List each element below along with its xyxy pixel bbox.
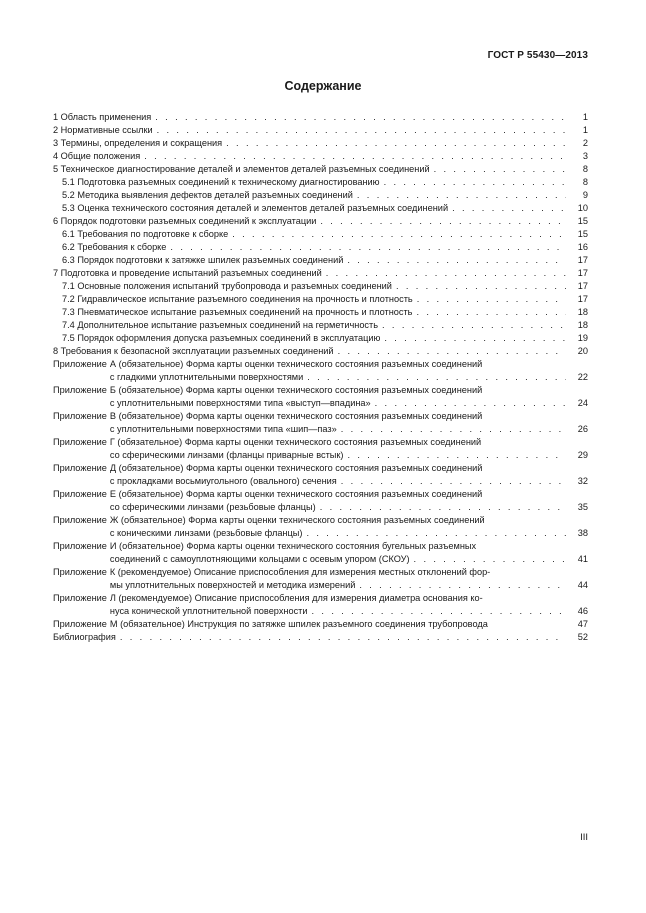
toc-bibliography[interactable] xyxy=(53,631,588,644)
toc-entry-title: 8 Требования к безопасной эксплуатации разъемных соединений xyxy=(53,346,334,356)
toc-subsection[interactable] xyxy=(53,254,588,267)
appendix-title-continuation[interactable] xyxy=(110,605,588,618)
dot-leader xyxy=(341,423,566,436)
appendix-title-continuation[interactable] xyxy=(110,553,588,566)
toc-subsection[interactable] xyxy=(53,241,588,254)
dot-leader xyxy=(320,501,566,514)
toc-entry-page: 17 xyxy=(577,255,588,265)
toc-entry-page: 44 xyxy=(577,580,588,590)
toc-entry-title: 7.5 Порядок оформления допуска разъемных соединений в эксплуатацию xyxy=(62,333,381,343)
toc-entry-title: 5.3 Оценка технического состояния деталей и элементов деталей разъемных соединений xyxy=(62,203,449,213)
toc-section[interactable] xyxy=(53,124,588,137)
appendix-title-continuation[interactable] xyxy=(110,397,588,410)
toc-appendix[interactable] xyxy=(53,514,588,540)
document-header: ГОСТ Р 55430—2013 xyxy=(487,50,588,61)
appendix-title-line: Л (рекомендуемое) Описание приспособления для измерения диаметра основания ко- xyxy=(109,593,483,603)
toc-entry-page: 26 xyxy=(577,424,588,434)
toc-entry-title: со сферическими линзами (резьбовые фланцы) xyxy=(109,502,316,512)
table-of-contents xyxy=(53,111,588,644)
dot-leader xyxy=(306,527,566,540)
toc-entry-page: 8 xyxy=(582,164,588,174)
toc-entry-page: 20 xyxy=(577,346,588,356)
toc-entry-title: со сферическими линзами (фланцы приварные встык) xyxy=(109,450,344,460)
dot-leader xyxy=(382,319,566,332)
toc-entry-page: 47 xyxy=(577,619,588,629)
toc-appendix[interactable] xyxy=(53,566,588,592)
toc-section[interactable] xyxy=(53,150,588,163)
toc-entry-title: 5 Техническое диагностирование деталей и элементов деталей разъемных соединений xyxy=(53,164,430,174)
toc-entry-page: 1 xyxy=(582,112,588,122)
dot-leader xyxy=(144,150,566,163)
toc-appendix[interactable] xyxy=(53,592,588,618)
appendix-label: Приложение xyxy=(53,567,107,577)
dot-leader xyxy=(452,202,566,215)
toc-entry-title: с прокладками восьмиугольного (овального) сечения xyxy=(109,476,337,486)
toc-appendix[interactable] xyxy=(53,488,588,514)
toc-entry-title: с уплотнительными поверхностями типа «шип—паз» xyxy=(109,424,337,434)
toc-entry-page: 46 xyxy=(577,606,588,616)
toc-appendix[interactable] xyxy=(53,618,588,631)
appendix-title-line: И (обязательное) Форма карты оценки технического состояния бугельных разъемных xyxy=(109,541,477,551)
appendix-title-continuation[interactable] xyxy=(110,475,588,488)
toc-appendix[interactable] xyxy=(53,462,588,488)
toc-entry-page: 35 xyxy=(577,502,588,512)
toc-entry-title: соединений с самоуплотняющими кольцами с осевым упором (СКОУ) xyxy=(109,554,410,564)
toc-entry-page: 17 xyxy=(577,294,588,304)
appendix-label: Приложение xyxy=(53,359,107,369)
toc-entry-title: 6.2 Требования к сборке xyxy=(62,242,167,252)
toc-entry-page: 8 xyxy=(582,177,588,187)
toc-entry-page: 18 xyxy=(577,307,588,317)
appendix-label: Приложение xyxy=(53,515,107,525)
toc-entry-title: мы уплотнительных поверхностей и методика измерений xyxy=(109,580,356,590)
toc-entry-title: 3 Термины, определения и сокращения xyxy=(53,138,223,148)
dot-leader xyxy=(396,280,566,293)
toc-section[interactable] xyxy=(53,215,588,228)
toc-entry-title: 1 Область применения xyxy=(53,112,152,122)
appendix-label: Приложение xyxy=(53,385,107,395)
toc-appendix[interactable] xyxy=(53,384,588,410)
toc-subsection[interactable] xyxy=(53,306,588,319)
toc-entry-page: 17 xyxy=(577,268,588,278)
toc-appendix[interactable] xyxy=(53,436,588,462)
toc-entry-page: 52 xyxy=(577,632,588,642)
dot-leader xyxy=(417,293,566,306)
appendix-label: Приложение xyxy=(53,437,107,447)
toc-entry-page: 16 xyxy=(577,242,588,252)
toc-entry-title: 7.1 Основные положения испытаний трубопровода и разъемных соединений xyxy=(62,281,392,291)
appendix-title-continuation[interactable] xyxy=(110,527,588,540)
toc-section[interactable] xyxy=(53,163,588,176)
appendix-title-line: Ж (обязательное) Форма карты оценки технического состояния разъемных соединений xyxy=(109,515,485,525)
page-title: Содержание xyxy=(284,79,362,93)
toc-entry-title: с гладкими уплотнительными поверхностями xyxy=(109,372,304,382)
toc-entry-title: 2 Нормативные ссылки xyxy=(53,125,153,135)
toc-subsection[interactable] xyxy=(53,176,588,189)
appendix-title-continuation[interactable] xyxy=(110,501,588,514)
toc-entry-page: 15 xyxy=(577,216,588,226)
toc-entry-title: М (обязательное) Инструкция по затяжке шпилек разъемного соединения трубопровода xyxy=(109,619,488,629)
toc-appendix[interactable] xyxy=(53,358,588,384)
dot-leader xyxy=(170,241,566,254)
appendix-title-line: Е (обязательное) Форма карты оценки технического состояния разъемных соединений xyxy=(109,489,483,499)
dot-leader xyxy=(232,228,566,241)
dot-leader xyxy=(414,553,566,566)
appendix-label: Приложение xyxy=(53,619,107,629)
dot-leader xyxy=(338,345,566,358)
appendix-label: Приложение xyxy=(53,541,107,551)
toc-entry-page: 3 xyxy=(582,151,588,161)
toc-entry-title: 7.4 Дополнительное испытание разъемных соединений на герметичность xyxy=(62,320,379,330)
appendix-title-line: К (рекомендуемое) Описание приспособления для измерения местных отклонений фор- xyxy=(109,567,491,577)
toc-section[interactable] xyxy=(53,345,588,358)
dot-leader xyxy=(359,579,566,592)
dot-leader xyxy=(312,605,566,618)
dot-leader xyxy=(326,267,566,280)
toc-section[interactable] xyxy=(53,111,588,124)
dot-leader xyxy=(157,124,566,137)
toc-entry-title: 5.2 Методика выявления дефектов деталей разъемных соединений xyxy=(62,190,353,200)
appendix-title-continuation[interactable] xyxy=(110,371,588,384)
dot-leader xyxy=(155,111,566,124)
toc-entry-page: 41 xyxy=(577,554,588,564)
dot-leader xyxy=(307,371,566,384)
toc-entry-title: 6.3 Порядок подготовки к затяжке шпилек разъемных соединений xyxy=(62,255,344,265)
toc-entry-page: 17 xyxy=(577,281,588,291)
dot-leader xyxy=(434,163,566,176)
appendix-title-line: Г (обязательное) Форма карты оценки технического состояния разъемных соединений xyxy=(109,437,482,447)
dot-leader xyxy=(416,306,566,319)
dot-leader xyxy=(320,215,566,228)
appendix-label: Приложение xyxy=(53,411,107,421)
toc-entry-title: 4 Общие положения xyxy=(53,151,141,161)
toc-subsection[interactable] xyxy=(53,228,588,241)
toc-section[interactable] xyxy=(53,267,588,280)
toc-appendix[interactable] xyxy=(53,540,588,566)
toc-entry-page: 32 xyxy=(577,476,588,486)
toc-entry-title: 6 Порядок подготовки разъемных соединений к эксплуатации xyxy=(53,216,317,226)
toc-subsection[interactable] xyxy=(53,293,588,306)
dot-leader xyxy=(384,176,566,189)
dot-leader xyxy=(120,631,566,644)
toc-section[interactable] xyxy=(53,137,588,150)
toc-subsection[interactable] xyxy=(53,319,588,332)
dot-leader xyxy=(384,332,566,345)
toc-entry-page: 15 xyxy=(577,229,588,239)
toc-entry-page: 1 xyxy=(582,125,588,135)
appendix-title-line: Д (обязательное) Форма карты оценки технического состояния разъемных соединений xyxy=(109,463,483,473)
dot-leader xyxy=(226,137,566,150)
toc-entry-title: 7.2 Гидравлическое испытание разъемного соединения на прочность и плотность xyxy=(62,294,413,304)
appendix-title-continuation[interactable] xyxy=(110,449,588,462)
toc-entry-page: 18 xyxy=(577,320,588,330)
toc-appendix[interactable] xyxy=(53,410,588,436)
toc-entry-title: 7.3 Пневматическое испытание разъемных соединений на прочность и плотность xyxy=(62,307,413,317)
appendix-title-line: В (обязательное) Форма карты оценки технического состояния разъемных соединений xyxy=(109,411,483,421)
toc-entry-title: 5.1 Подготовка разъемных соединений к техническому диагностированию xyxy=(62,177,380,187)
dot-leader xyxy=(375,397,566,410)
dot-leader xyxy=(341,475,566,488)
toc-entry-title: нуса конической уплотнительной поверхности xyxy=(109,606,308,616)
toc-entry-title: с коническими линзами (резьбовые фланцы) xyxy=(109,528,303,538)
toc-entry-title: Библиография xyxy=(53,632,116,642)
appendix-title-line xyxy=(110,618,588,631)
dot-leader xyxy=(347,449,566,462)
appendix-title-line: А (обязательное) Форма карты оценки технического состояния разъемных соединений xyxy=(109,359,483,369)
toc-entry-page: 19 xyxy=(577,333,588,343)
appendix-title-line: Б (обязательное) Форма карты оценки технического состояния разъемных соединений xyxy=(109,385,483,395)
toc-subsection[interactable] xyxy=(53,280,588,293)
appendix-label: Приложение xyxy=(53,489,107,499)
toc-entry-page: 24 xyxy=(577,398,588,408)
dot-leader xyxy=(357,189,566,202)
dot-leader xyxy=(347,254,566,267)
toc-subsection[interactable] xyxy=(53,332,588,345)
appendix-title-continuation[interactable] xyxy=(110,423,588,436)
toc-entry-title: 7 Подготовка и проведение испытаний разъемных соединений xyxy=(53,268,322,278)
page-number: III xyxy=(580,832,588,843)
appendix-label: Приложение xyxy=(53,463,107,473)
toc-entry-page: 22 xyxy=(577,372,588,382)
toc-entry-title: 6.1 Требования по подготовке к сборке xyxy=(62,229,229,239)
toc-entry-page: 38 xyxy=(577,528,588,538)
toc-entry-page: 2 xyxy=(582,138,588,148)
toc-subsection[interactable] xyxy=(53,202,588,215)
appendix-title-continuation[interactable] xyxy=(110,579,588,592)
toc-entry-title: с уплотнительными поверхностями типа «выступ—впадина» xyxy=(109,398,371,408)
toc-subsection[interactable] xyxy=(53,189,588,202)
toc-entry-page: 10 xyxy=(577,203,588,213)
toc-entry-page: 9 xyxy=(582,190,588,200)
toc-entry-page: 29 xyxy=(577,450,588,460)
appendix-label: Приложение xyxy=(53,593,107,603)
